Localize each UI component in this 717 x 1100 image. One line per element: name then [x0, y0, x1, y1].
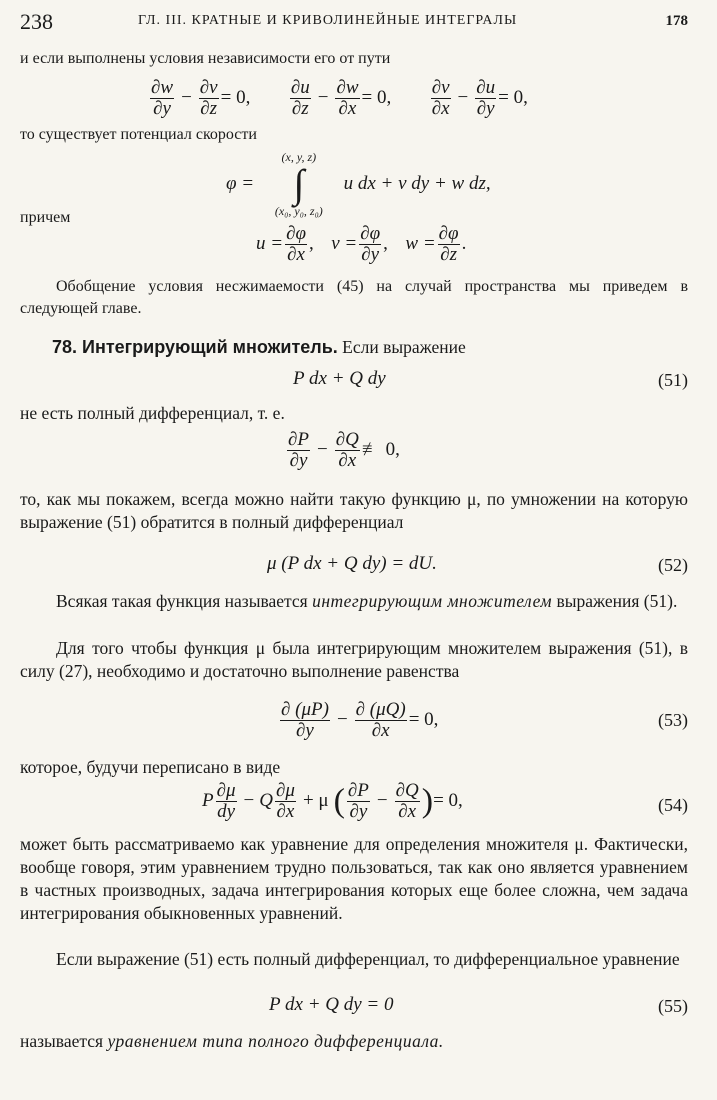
formula-curl-conditions: $\frac{\partial w}{\partial y}$ − $\frac{\partial v}{\partial z}$ = 0, $\frac{\partial u}{\partial z}$ − $\frac{\partial w}{\partial x}$ = 0, $\frac{\partial v}{\partial x}$ − $\frac{\partial u}{\partial y}$ = 0,	[151, 77, 528, 119]
text-condition-for-mu: Для того чтобы функция μ была интегрирующим множителем выражения (51), в силу (27), необходимо и достаточно выполнение равенства	[20, 638, 688, 681]
text-generalization-note: Обобщение условия несжимаемости (45) на случай пространства мы приведем в следующей главе.	[20, 278, 688, 317]
term-exact-equation: уравнением типа полного дифференциала.	[107, 1031, 444, 1051]
equation-number-54: (54)	[658, 795, 688, 815]
formula-53: $\frac{\partial (\mu P)}{\partial y}$ − $\frac{\partial (\mu Q)}{\partial x}$ = 0,	[281, 699, 439, 741]
text-line-whereby: причем	[20, 209, 71, 226]
formula-55: P dx + Q dy = 0	[269, 994, 394, 1015]
text-exact-equation-definition: называется уравнением типа полного дифференциала.	[20, 1031, 444, 1051]
running-header	[20, 9, 688, 35]
equation-number-51: (51)	[658, 370, 688, 390]
formula-54: P $\frac{\partial\mu}{dy}$ − Q $\frac{\partial\mu}{\partial x}$ + μ ( $\frac{\partial P}{\partial y}$ − $\frac{\partial Q}{\partial x}$ )= 0,	[202, 780, 463, 822]
section-intro: Если выражение	[342, 337, 466, 357]
text-integrating-factor-definition: Всякая такая функция называется интегрирующим множителем выражения (51).	[56, 591, 678, 611]
text-rewritten-as: которое, будучи переписано в виде	[20, 757, 281, 777]
formula-velocity-potential: φ = (x, y, z) ∫ (x₀, y₀, z₀) u dx + v dy + w dz,	[226, 150, 491, 218]
formula-gradient: u = $\frac{\partial\varphi}{\partial x}$ , v = $\frac{\partial\varphi}{\partial y}$ , w = $\frac{\partial\varphi}{\partial z}$ .	[256, 223, 467, 265]
equation-number-52: (52)	[658, 555, 688, 575]
text-line-potential: то существует потенциал скорости	[20, 126, 257, 143]
section-mark: 178	[665, 13, 688, 29]
equation-number-53: (53)	[658, 710, 688, 730]
running-title: ГЛ. III. КРАТНЫЕ И КРИВОЛИНЕЙНЫЕ ИНТЕГРАЛЫ	[138, 13, 518, 28]
formula-51: P dx + Q dy	[293, 368, 386, 389]
text-line-path-independence: и если выполнены условия независимости его от пути	[20, 50, 391, 67]
formula-not-exact: $\frac{\partial P}{\partial y}$ − $\frac{\partial Q}{\partial x}$ ≢ 0,	[288, 429, 400, 471]
text-if-exact: Если выражение (51) есть полный дифференциал, то дифференциальное уравнение	[56, 949, 680, 969]
text-pde-remark: может быть рассматриваемо как уравнение для определения множителя μ. Фактически, вообще говоря, этим уравнением трудно пользоваться, так как оно является уравнением в частных производных, задача интегрирования которых еще более сложна, чем задача интегрирования обыкновенных уравнений.	[20, 834, 688, 923]
integral-sign: (x, y, z) ∫ (x₀, y₀, z₀)	[274, 150, 323, 218]
equation-number-55: (55)	[658, 996, 688, 1016]
section-title: 78. Интегрирующий множитель.	[52, 337, 338, 357]
page-number: 238	[20, 9, 53, 34]
text-then-exists-mu: то, как мы покажем, всегда можно найти такую функцию μ, по умножении на которую выражение (51) обратится в полный дифференциал	[20, 489, 688, 532]
text-not-total-differential: не есть полный дифференциал, т. е.	[20, 403, 285, 423]
frac: $\frac{\partial w}{\partial y}$	[151, 77, 174, 119]
term-integrating-factor: интегрирующим множителем	[312, 591, 553, 611]
formula-52: μ (P dx + Q dy) = dU.	[267, 553, 437, 574]
section-78-heading	[52, 336, 688, 359]
